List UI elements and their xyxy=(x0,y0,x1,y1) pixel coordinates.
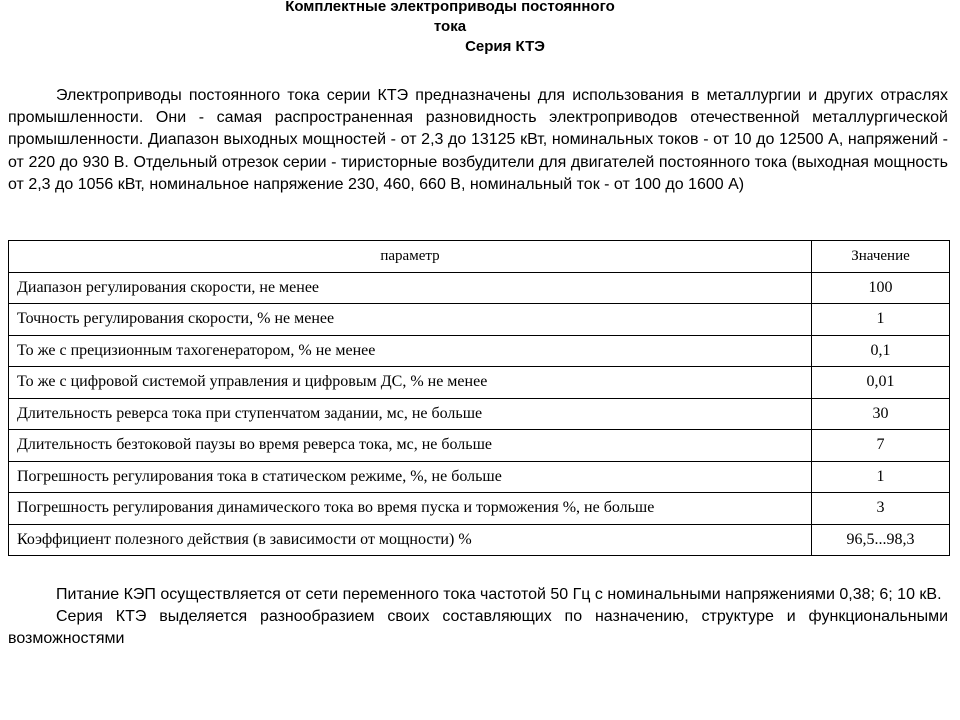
table-row xyxy=(9,304,950,336)
row-value: 0,01 xyxy=(812,367,950,399)
row-parameter: Погрешность регулирования динамического тока во время пуска и торможения %, не больше xyxy=(9,493,812,525)
row-parameter: Точность регулирования скорости, % не менее xyxy=(9,304,812,336)
title-line-3: Серия КТЭ xyxy=(465,38,545,55)
row-value: 7 xyxy=(812,430,950,462)
table-row xyxy=(9,335,950,367)
title-line-2: тока xyxy=(433,18,467,35)
row-parameter: То же с цифровой системой управления и цифровым ДС, % не менее xyxy=(9,367,812,399)
row-value: 1 xyxy=(812,461,950,493)
table-row xyxy=(9,272,950,304)
row-parameter: Погрешность регулирования тока в статическом режиме, %, не больше xyxy=(9,461,812,493)
row-parameter: То же с прецизионным тахогенератором, % не менее xyxy=(9,335,812,367)
table-header-row xyxy=(9,241,950,273)
table-row xyxy=(9,524,950,556)
header-value: Значение xyxy=(812,241,950,273)
title-line-1: Комплектные электроприводы постоянного xyxy=(285,0,615,15)
intro-paragraph: Электроприводы постоянного тока серии КТЭ предназначены для использования в металлургии и других отраслях промышленности. Они - самая распространенная разновидность электроприводов отечественной металлургической промышленности. Диапазон выходных мощностей - от 2,3 до 13125 кВт, номинальных токов - от 10 до 12500 А, напряжений - от 220 до 930 В. Отдельный отрезок серии - тиристорные возбудители для двигателей постоянного тока (выходная мощность от 2,3 до 1056 кВт, номинальное напряжение 230, 460, 660 В, номинальный ток - от 100 до 1600 А) xyxy=(8,87,948,193)
table-row xyxy=(9,430,950,462)
table-row xyxy=(9,398,950,430)
row-parameter: Длительность реверса тока при ступенчатом задании, мс, не больше xyxy=(9,398,812,430)
table-row xyxy=(9,493,950,525)
table-row xyxy=(9,461,950,493)
parameters-table xyxy=(8,240,950,556)
table-row xyxy=(9,367,950,399)
row-value: 3 xyxy=(812,493,950,525)
row-value: 30 xyxy=(812,398,950,430)
row-value: 0,1 xyxy=(812,335,950,367)
row-value: 100 xyxy=(812,272,950,304)
document-title xyxy=(0,0,960,57)
row-value: 96,5...98,3 xyxy=(812,524,950,556)
power-supply-paragraph: Питание КЭП осуществляется от сети переменного тока частотой 50 Гц с номинальными напряжениями 0,38; 6; 10 кВ. xyxy=(56,586,942,603)
row-parameter: Диапазон регулирования скорости, не менее xyxy=(9,272,812,304)
row-parameter: Длительность безтоковой паузы во время реверса тока, мс, не больше xyxy=(9,430,812,462)
closing-text xyxy=(8,584,948,650)
row-value: 1 xyxy=(812,304,950,336)
header-parameter: параметр xyxy=(9,241,812,273)
series-features-paragraph: Серия КТЭ выделяется разнообразием своих составляющих по назначению, структуре и функциональными возможностями xyxy=(8,608,948,647)
row-parameter: Коэффициент полезного действия (в зависимости от мощности) % xyxy=(9,524,812,556)
